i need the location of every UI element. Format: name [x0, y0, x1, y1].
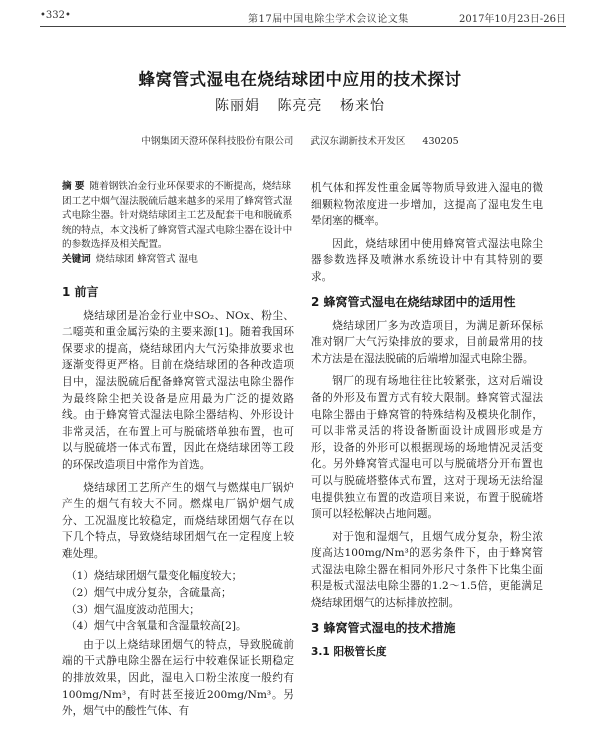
affiliation-org: 中钢集团天澄环保科技股份有限公司	[141, 136, 294, 147]
abstract-label: 摘 要	[62, 181, 85, 192]
conference-dates: 2017年10月23日-26日	[458, 14, 566, 25]
author: 陈亮亮	[277, 98, 323, 114]
paragraph: 烧结球团是冶金行业中SO₂、NOx、粉尘、二噁英和重金属污染的主要来源[1]。随着我国环保要求的提高，烧结球团内大气污染排放要求也逐渐变得更严格。目前在烧结球团的各种改造项目中，湿法脱硫后配备蜂窝管式湿法电除尘器作为最终除尘把关设备是应用最为广泛的提效路线。由于蜂窝管式湿法电除尘器结构、外形设计非常灵活，在布置上可与脱硫塔单独布置，也可以与脱硫塔一体式布置，因此在烧结球团等工段的环保改造项目中常作为首选。	[62, 309, 294, 471]
section-heading-intro: 1 前言	[62, 284, 99, 299]
left-column	[62, 180, 294, 726]
paragraph-continued: 机气体和挥发性重金属等物质导致进入湿电的微细颗粒物浓度进一步增加，这提高了湿电发生电晕闭塞的概率。	[311, 182, 543, 228]
list-item: （4）烟气中含氧量和含湿量较高[2]。	[66, 620, 247, 633]
right-column	[311, 180, 543, 660]
affiliation	[0, 133, 600, 147]
list-item: （2）烟气中成分复杂，含硫量高；	[66, 587, 232, 600]
paragraph: 由于以上烧结球团烟气的特点，导致脱硫前端的干式静电除尘器在运行中较难保证长期稳定的排放效果，因此，湿电入口粉尘浓度一般约有100mg/Nm³，有时甚至接近200mg/Nm³。另外，烟气中的酸性气体、有	[62, 638, 294, 718]
author: 陈丽娟	[215, 98, 261, 114]
section-heading-applicability: 2 蜂窝管式湿电在烧结球团中的适用性	[311, 294, 516, 309]
abstract-text: 随着钢铁冶金行业环保要求的不断提高，烧结球团工艺中烟气湿法脱硫后越来越多的采用了蜂窝管式湿式电除尘器。针对烧结球团主工艺及配套干电和脱硫系统的特点，本文浅析了蜂窝管式湿式电除尘器在设计中的参数选择及相关配置。	[62, 181, 293, 251]
paragraph: 对于饱和湿烟气，且烟气成分复杂，粉尘浓度高达100mg/Nm³的恶劣条件下，由于蜂窝管式湿法电除尘器在相同外形尺寸条件下比集尘面积是板式湿法电除尘器的1.2～1.5倍，更能满足烧结球团烟气的达标排放控制。	[311, 530, 543, 610]
subsection-heading-anode-tube-length: 3.1 阳极管长度	[311, 645, 387, 658]
affiliation-postcode: 430205	[422, 136, 459, 147]
abstract-block	[62, 180, 294, 268]
conference-name: 第17届中国电除尘学术会议论文集	[248, 14, 409, 25]
paragraph: 烧结球团工艺所产生的烟气与燃煤电厂锅炉产生的烟气有较大不同。燃煤电厂锅炉烟气成分、工况温度比较稳定，而烧结球团烟气存在以下几个特点，导致烧结球团烟气在一定程度上较难处理。	[62, 481, 294, 560]
paragraph: 烧结球团厂多为改造项目，为满足新环保标准对钢厂大气污染排放的要求，目前最常用的技术方法是在湿法脱硫的后端增加湿式电除尘器。	[311, 319, 543, 365]
author-list	[0, 95, 600, 115]
page-number: •332•	[40, 10, 71, 21]
running-header	[40, 10, 566, 27]
paragraph: 钢厂的现有场地往往比较紧张，这对后端设备的外形及布置方式有较大限制。蜂窝管式湿法电除尘器由于蜂窝管的特殊结构及模块化制作，可以非常灵活的将设备断面设计成圆形或是方形，设备的外形可以根据现场的场地情况灵活变化。另外蜂窝管式湿电可以与脱硫塔分开布置也可以与脱硫塔整体式布置，这对于现场无法给湿电提供独立布置的改造项目来说，布置于脱硫塔顶可以轻松解决占地问题。	[311, 375, 543, 521]
author: 杨来怡	[339, 98, 385, 114]
list-item: （3）烟气温度波动范围大；	[66, 603, 200, 616]
affiliation-location: 武汉东湖新技术开发区	[310, 136, 406, 147]
paper-title: 蜂窝管式湿电在烧结球团中应用的技术探讨	[138, 70, 462, 89]
keywords-text: 烧结球团 蜂窝管式 湿电	[95, 253, 198, 265]
section-heading-technical-measures: 3 蜂窝管式湿电的技术措施	[311, 620, 456, 635]
list-item: （1）烧结球团烟气量变化幅度较大；	[66, 570, 243, 583]
keywords-label: 关键词	[62, 253, 91, 265]
paragraph: 因此，烧结球团中使用蜂窝管式湿法电除尘器参数选择及喷淋水系统设计中有其特别的要求。	[311, 237, 543, 283]
feature-list	[62, 568, 294, 634]
